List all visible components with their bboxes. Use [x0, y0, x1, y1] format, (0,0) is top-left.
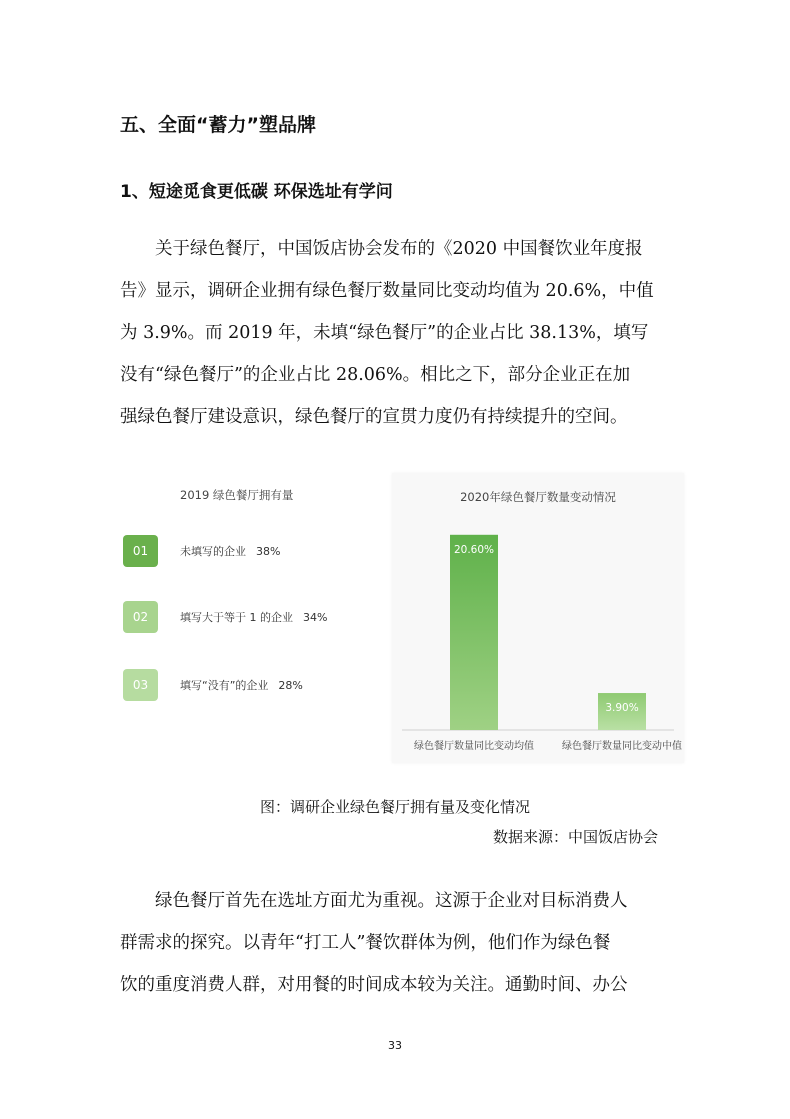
infographic-item [180, 609, 327, 625]
paragraph-site-selection [120, 880, 672, 1006]
infographic-item [180, 543, 280, 559]
paragraph-line: 为 3.9%。而 2019 年，未填“绿色餐厅”的企业占比 38.13%，填写 [120, 323, 649, 343]
category-label: 绿色餐厅数量同比变动均值 [414, 741, 534, 752]
item-percent: 38% [256, 545, 281, 558]
item-number-badge: 03 [123, 669, 158, 701]
category-label: 绿色餐厅数量同比变动中值 [562, 741, 682, 752]
figure-source: 数据来源：中国饭店协会 [493, 828, 659, 846]
item-percent: 28% [278, 679, 303, 692]
bar-1 [450, 535, 498, 730]
paragraph-line: 绿色餐厅首先在选址方面尤为重视。这源于企业对目标消费人 [155, 891, 628, 911]
paragraph-line: 没有“绿色餐厅”的企业占比 28.06%。相比之下，部分企业正在加 [120, 365, 631, 385]
item-label: 填写大于等于 1 的企业 [180, 611, 293, 624]
item-number-badge: 01 [123, 535, 158, 567]
item-number-badge: 02 [123, 601, 158, 633]
paragraph-line: 饮的重度消费人群，对用餐的时间成本较为关注。通勤时间、办公 [120, 975, 628, 995]
bar-chart-panel [392, 473, 684, 763]
item-label: 填写“没有”的企业 [180, 679, 269, 692]
paragraph-line: 群需求的探究。以青年“打工人”餐饮群体为例，他们作为绿色餐 [120, 933, 611, 953]
subsection-heading: 1、短途觅食更低碳 环保选址有学问 [120, 182, 393, 202]
page-number: 33 [388, 1039, 402, 1052]
infographic-item [180, 677, 303, 693]
item-label: 未填写的企业 [180, 545, 246, 558]
paragraph-line: 关于绿色餐厅，中国饭店协会发布的《2020 中国餐饮业年度报 [155, 239, 643, 259]
chart-title: 2020年绿色餐厅数量变动情况 [460, 490, 616, 504]
paragraph-line: 告》显示，调研企业拥有绿色餐厅数量同比变动均值为 20.6%，中值 [120, 281, 654, 301]
figure-caption: 图：调研企业绿色餐厅拥有量及变化情况 [259, 798, 530, 816]
paragraph-line: 强绿色餐厅建设意识，绿色餐厅的宣贯力度仍有持续提升的空间。 [120, 407, 628, 427]
infographic-title: 2019 绿色餐厅拥有量 [180, 488, 294, 502]
bar-chart [392, 473, 684, 763]
section-heading: 五、全面“蓄力”塑品牌 [120, 114, 316, 136]
paragraph-green-restaurants [120, 228, 672, 438]
bar-value-label: 20.60% [453, 543, 495, 556]
bar-value-label: 3.90% [605, 702, 639, 715]
item-percent: 34% [303, 611, 328, 624]
